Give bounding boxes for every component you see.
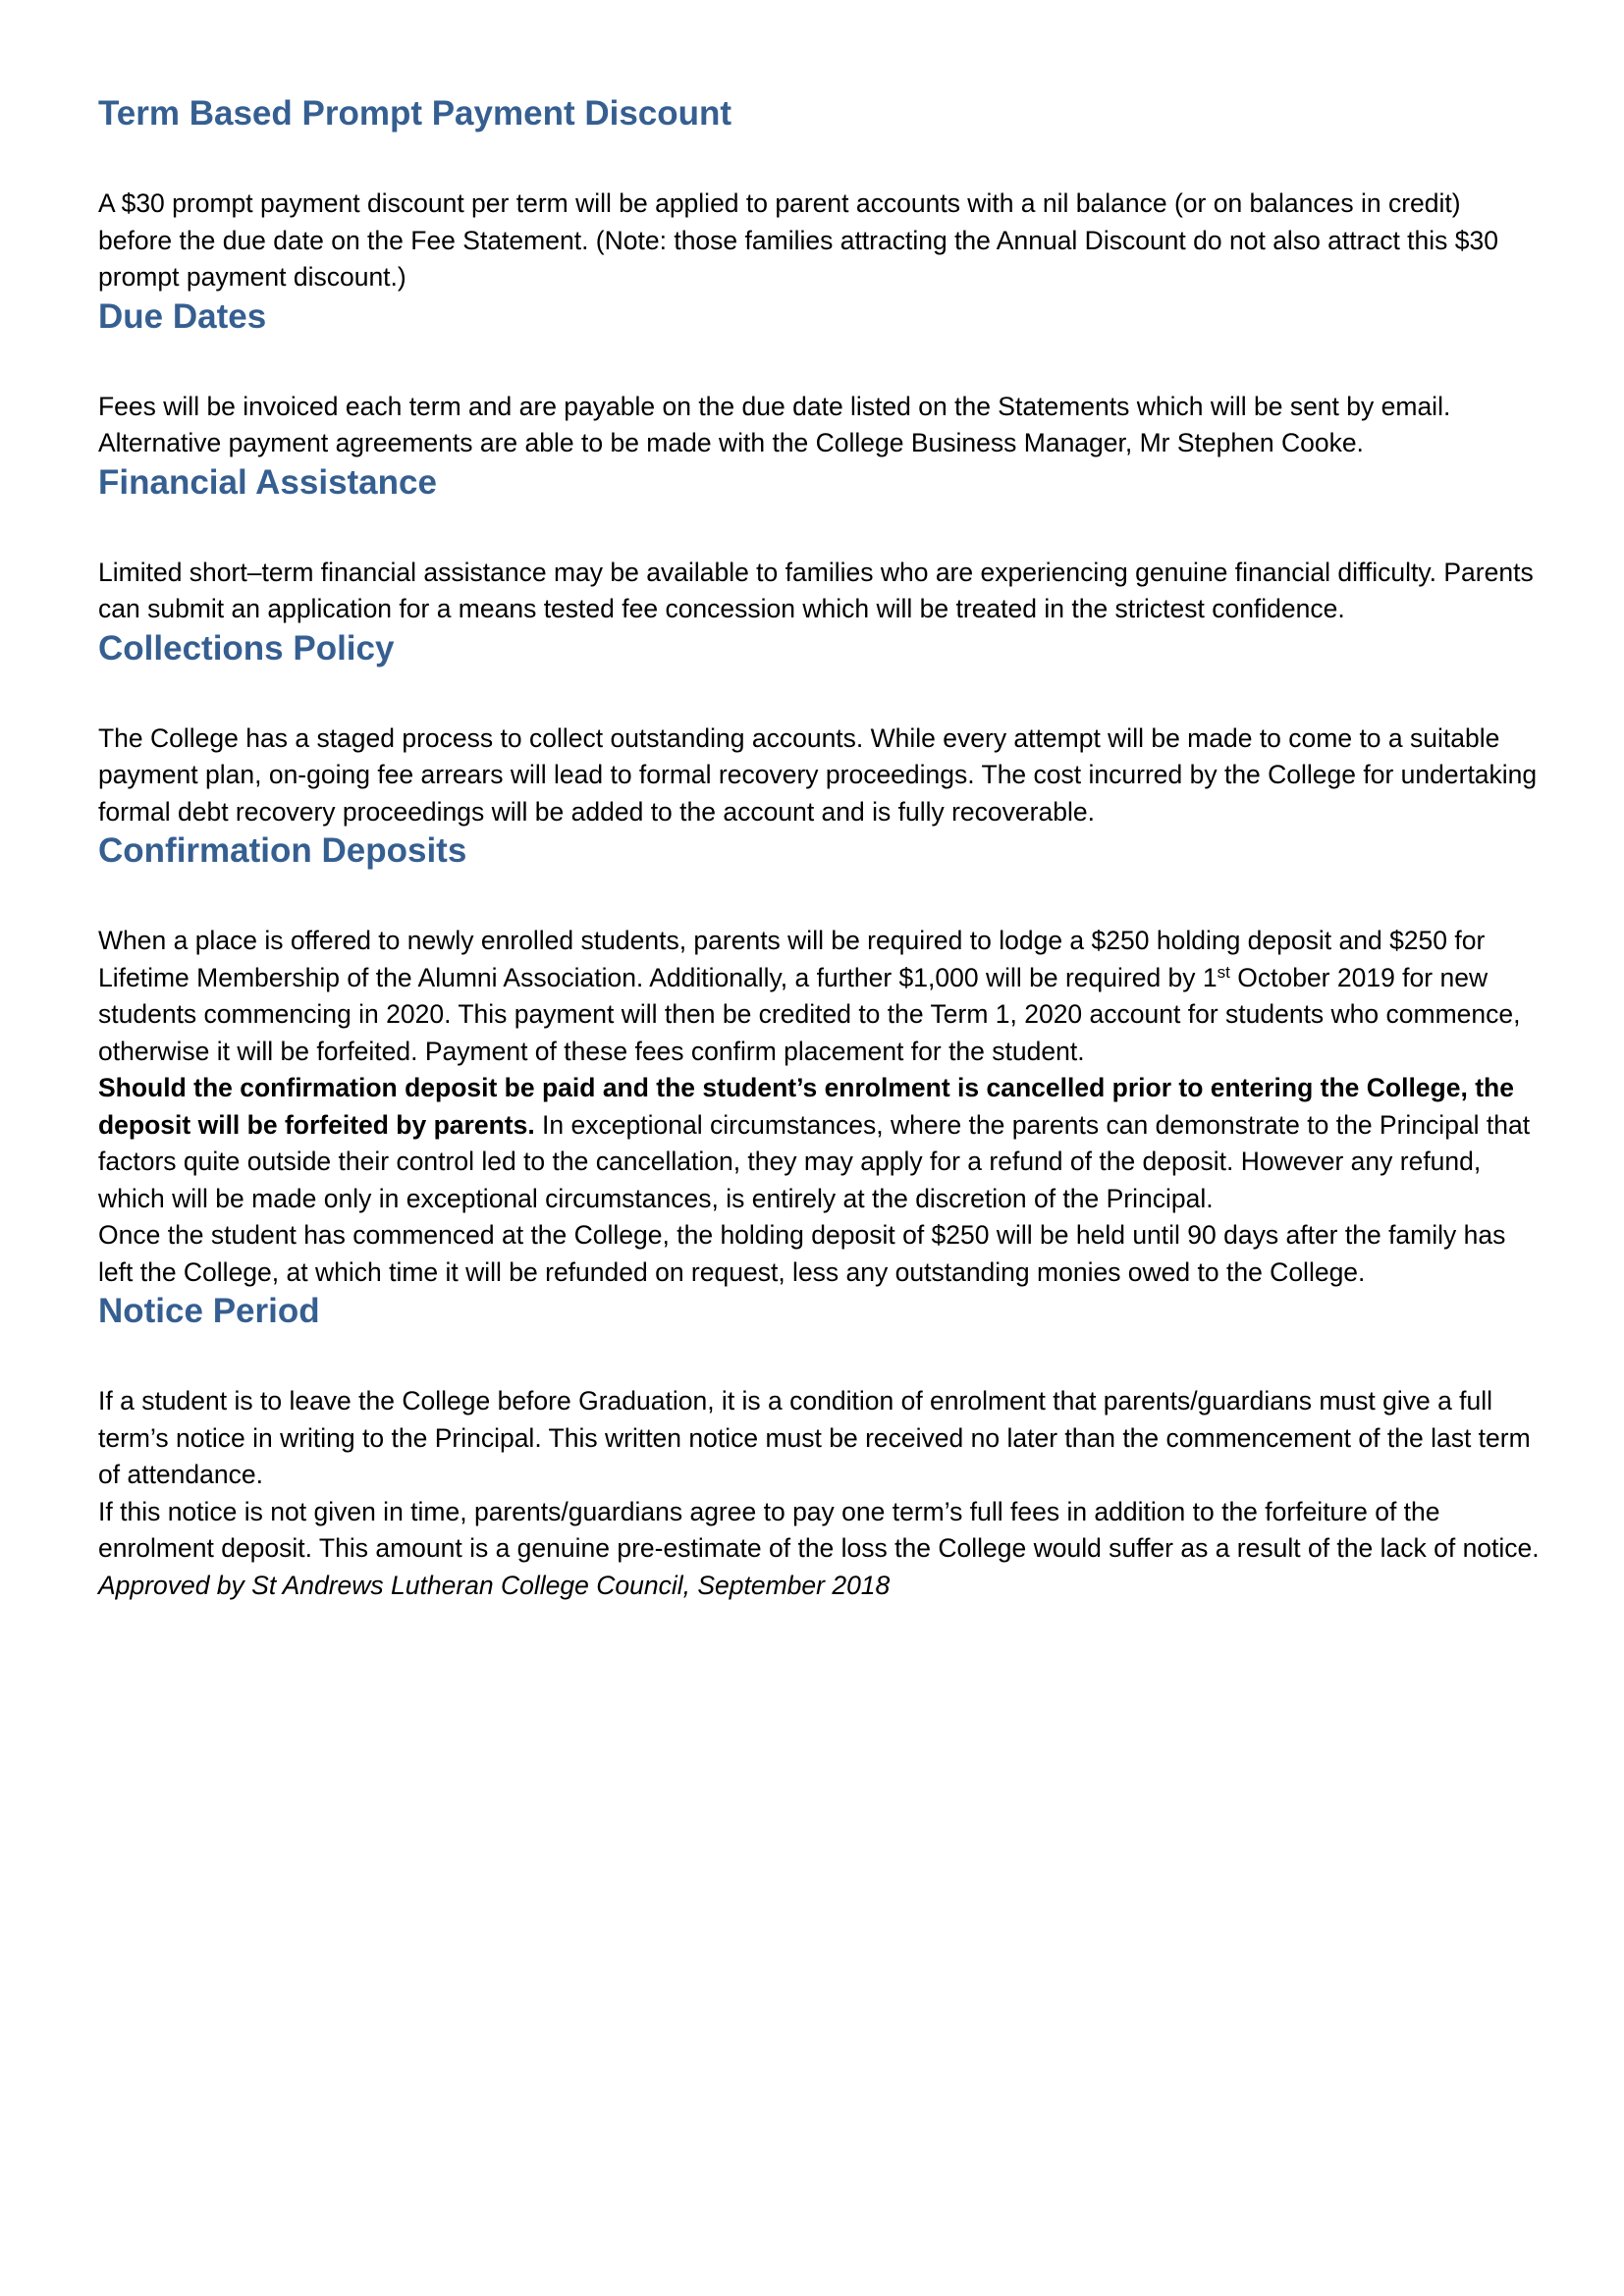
section-confirmation-deposits bbox=[98, 830, 1542, 1291]
paragraph: Once the student has commenced at the College, the holding deposit of $250 will be held until 90 days after the family has left the College, at which time it will be refunded on request, less any outstanding monies owed to the College. bbox=[98, 1220, 1506, 1287]
section-notice-period bbox=[98, 1291, 1542, 1568]
paragraph-text: October 2019 for new students commencing in 2020. This payment will then be credited to the Term 1, 2020 account for students who commence, otherwise it will be forfeited. Payment of these fees confirm placement for the student. bbox=[98, 962, 1521, 1066]
paragraph bbox=[98, 1070, 1542, 1217]
paragraph-text: In exceptional circumstances, where the parents can demonstrate to the Principal that factors quite outside their control led to the cancellation, they may apply for a refund of the deposit. However any refund, which will be made only in exceptional circumstances, is entirely at the discretion of the Principal. bbox=[98, 1109, 1531, 1213]
section-heading: Term Based Prompt Payment Discount bbox=[98, 94, 732, 133]
ordinal-suffix: st bbox=[1217, 962, 1230, 982]
paragraph bbox=[98, 923, 1542, 1070]
bold-statement: Should the confirmation deposit be paid and the student’s enrolment is cancelled prior to entering the College, the deposit will be forfeited by parents. bbox=[98, 1073, 1514, 1140]
paragraph: If a student is to leave the College before Graduation, it is a condition of enrolment that parents/guardians must give a full term’s notice in writing to the Principal. This written notice must be received no later than the commencement of the last term of attendance. bbox=[98, 1386, 1531, 1489]
paragraph-text: When a place is offered to newly enrolled students, parents will be required to lodge a $250 holding deposit and $250 for Lifetime Membership of the Alumni Association. Additionally, a further $1,000 will be required by 1 bbox=[98, 926, 1486, 992]
section-heading: Financial Assistance bbox=[98, 462, 437, 502]
section-prompt-payment bbox=[98, 93, 1542, 296]
document-page bbox=[98, 93, 1542, 1604]
section-financial-assistance bbox=[98, 462, 1542, 628]
section-heading: Collections Policy bbox=[98, 628, 395, 667]
approval-note: Approved by St Andrews Lutheran College Council, September 2018 bbox=[98, 1570, 891, 1600]
section-collections-policy bbox=[98, 628, 1542, 831]
paragraph: Limited short–term financial assistance may be available to families who are experiencing genuine financial difficulty. Parents can submit an application for a means tested fee concession which will be treated in the strictest confidence. bbox=[98, 557, 1534, 623]
section-due-dates bbox=[98, 296, 1542, 462]
section-heading: Notice Period bbox=[98, 1292, 320, 1330]
paragraph: The College has a staged process to collect outstanding accounts. While every attempt will be made to come to a suitable payment plan, on-going fee arrears will lead to formal recovery proceedings. The cost incurred by the College for undertaking formal debt recovery proceedings will be added to the account and is fully recoverable. bbox=[98, 722, 1538, 827]
section-heading: Due Dates bbox=[98, 296, 267, 336]
paragraph: A $30 prompt payment discount per term will be applied to parent accounts with a nil balance (or on balances in credit) before the due date on the Fee Statement. (Note: those families attracting the Annual Discount do not also attract this $30 prompt payment discount.) bbox=[98, 188, 1498, 292]
section-heading: Confirmation Deposits bbox=[98, 831, 467, 870]
paragraph: If this notice is not given in time, parents/guardians agree to pay one term’s full fees in addition to the forfeiture of the enrolment deposit. This amount is a genuine pre-estimate of the loss the College would suffer as a result of the lack of notice. bbox=[98, 1496, 1540, 1563]
paragraph: Fees will be invoiced each term and are payable on the due date listed on the Statements which will be sent by email. Alternative payment agreements are able to be made with the College Business Manager, Mr Stephen Cooke. bbox=[98, 391, 1451, 457]
